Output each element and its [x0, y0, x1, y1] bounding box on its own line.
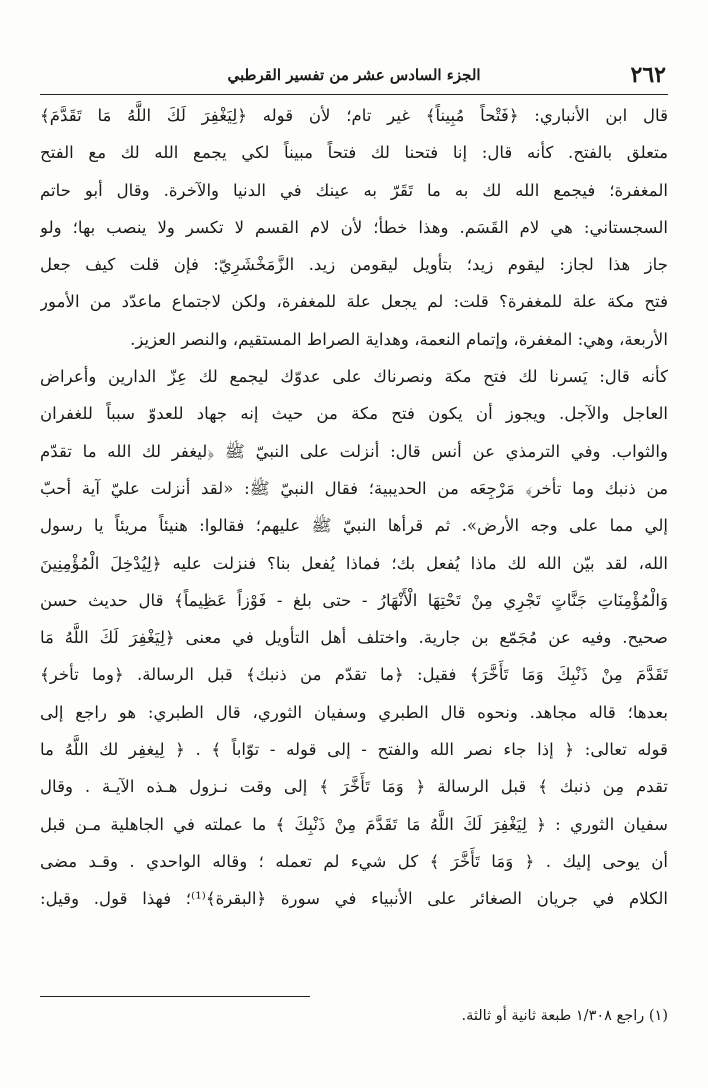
page-number: ٢٦٢: [630, 62, 666, 88]
text-line: جاز هذا لجاز: ليقوم زيد؛ بتأويل ليقومن زيد. الزَّمَخْشَرِيّ: فإن قلت كيف جعل: [40, 255, 668, 275]
book-page: [40, 60, 668, 1060]
text-line: قوله تعالى: ﴿ إذا جاء نصر الله والفتح - إلى قوله - توّاباً ﴾ . ﴿ لِيغفِر لك اللَّهُ ما: [40, 740, 668, 760]
text-line: فتح مكة علة للمغفرة؟ قلت: لم يجعل علة للمغفرة، ولكن لاجتماع ماعدّد من الأمور: [40, 292, 668, 312]
text-line: والثواب. وفي الترمذي عن أنس قال: أنزلت على النبيّ ﷺ ﴿ليغفر لك الله ما تقدّم: [40, 441, 668, 461]
text-line: من ذنبك وما تأخر﴾ مَرْجِعَه من الحديبية؛ فقال النبيّ ﷺ: «لقد أنزلت عليّ آية أحبّ: [40, 478, 668, 498]
text-line: سفيان الثوري : ﴿ لِيَغْفِرَ لَكَ اللَّهُ مَا تَقَدَّمَ مِنْ ذَنْبِكَ ﴾ ما عملته في الجاهلية مـن قبل: [40, 814, 668, 834]
text-line: كأنه قال: يَسرنا لك فتح مكة ونصرناك على عدوّك ليجمع لك عِزّ الدارين وأعراض: [40, 367, 668, 387]
text-line: الكلام في جريان الصغائر على الأنبياء في سورة ﴿البقرة﴾⁽¹⁾؛ فهذا قول. وقيل:: [40, 889, 668, 909]
text-line: الله، لقد بيّن الله لك ماذا يُفعل بك؛ فماذا يُفعل بنا؟ فنزلت عليه ﴿لِيُدْخِلَ الْمُؤْمِنِينَ: [40, 553, 668, 573]
book-title: الجزء السادس عشر من تفسير القرطبي: [227, 66, 481, 84]
text-line: وَالْمُؤْمِنَاتِ جَنَّاتٍ تَجْرِي مِنْ تَحْتِهَا الْأَنْهَارُ - حتى بلغ - فَوْزاً عَظِيماً﴾ قال حديث حسن: [40, 590, 668, 610]
text-line: بعدها؛ قاله مجاهد. ونحوه قال الطبري وسفيان الثوري، قال الطبري: هو راجع إلى: [40, 702, 668, 722]
text-line: العاجل والآجل. ويجوز أن يكون فتح مكة من حيث إنه جهاد للعدوّ سبباً للغفران: [40, 404, 668, 424]
text-line: الأربعة، وهي: المغفرة، وإتمام النعمة، وهداية الصراط المستقيم، والنصر العزيز.: [130, 329, 668, 349]
running-header: [40, 60, 668, 95]
text-line: إلي مما على وجه الأرض». ثم قرأها النبيّ ﷺ عليهم؛ فقالوا: هنيئاً مريئاً يا رسول: [40, 516, 668, 536]
text-line: أن يوحى إليك . ﴿ وَمَا تَأَخَّرَ ﴾ كل شيء لم تعمله ؛ وقاله الواحدي . وقـد مضى: [40, 851, 668, 871]
text-line: السجستاني: هي لام القَسَم. وهذا خطأ؛ لأن لام القسم لا تكسر ولا ينصب بها؛ ولو: [40, 217, 668, 237]
text-line: تَقَدَّمَ مِنْ ذَنْبِكَ وَمَا تَأَخَّرَ﴾ فقيل: ﴿ما تقدّم من ذنبك﴾ قبل الرسالة. ﴿وما تأخر﴾: [40, 665, 668, 685]
text-line: تقدم مِن ذنبك ﴾ قبل الرسالة ﴿ وَمَا تَأَخَّرَ ﴾ إلى وقت نـزول هـذه الآيـة . وقال: [40, 777, 668, 797]
text-line: المغفرة؛ فيجمع الله لك به ما تَقَرّ به عينك في الدنيا والآخرة. وقال أبو حاتم: [40, 180, 668, 200]
footnote: (١) راجع ١/٣٠٨ طبعة ثانية أو ثالثة.: [461, 1008, 668, 1024]
text-line: متعلق بالفتح. كأنه قال: إنا فتحنا لك فتحاً مبيناً لكي يجمع الله لك مع الفتح: [40, 143, 668, 163]
commentary-text: [40, 97, 668, 918]
footnote-separator: [40, 996, 310, 997]
text-line: قال ابن الأنباري: ﴿فَتْحاً مُبِيناً﴾ غير تام؛ لأن قوله ﴿لِيَغْفِرَ لَكَ اللَّهُ مَا تَقَدَّمَ﴾: [40, 106, 668, 125]
text-line: صحيح. وفيه عن مُجَمّع بن جارية. واختلف أهل التأويل في معنى ﴿لِيَغْفِرَ لَكَ اللَّهُ مَا: [40, 628, 668, 648]
